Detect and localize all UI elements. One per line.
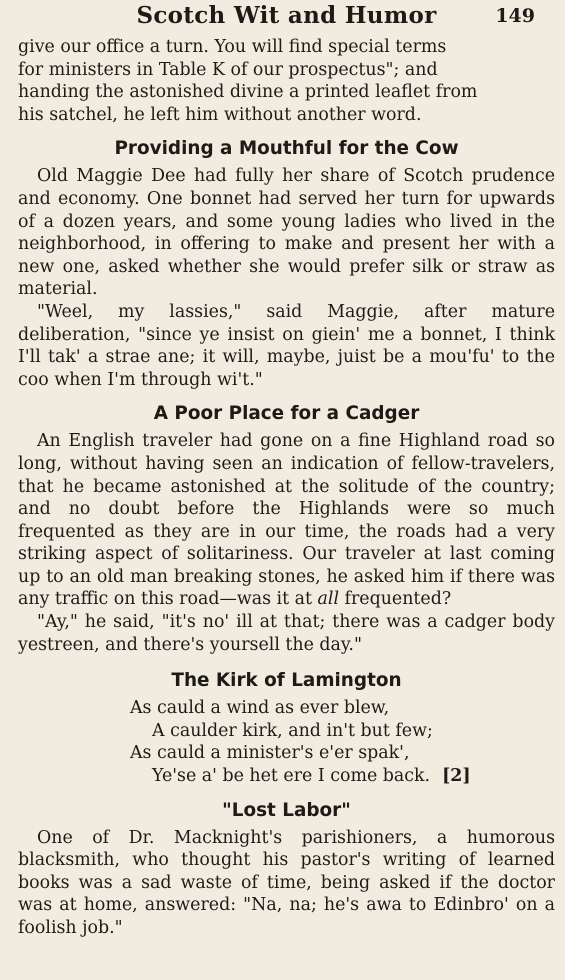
poem-line-3: As cauld a minister's e'er spak',: [130, 743, 410, 764]
running-title: Scotch Wit and Humor: [136, 2, 437, 29]
running-head: [18, 0, 555, 36]
intro-line-1: give our office a turn. You will find special terms: [18, 37, 447, 57]
kirk-poem: [130, 697, 555, 787]
story-cow-paragraph-2: "Weel, my lassies," said Maggie, after mature deliberation, "since ye insist on giein' me a bonnet, I think I'll tak' a strae ane; it will, maybe, juist be a mou'fu' to the coo when I'm through wi't.": [18, 301, 555, 390]
story-cadger-paragraph-1: [18, 430, 555, 611]
poem-line-4: [130, 765, 555, 788]
story-title-kirk: The Kirk of Lamington: [171, 670, 402, 692]
story-title-cow: Providing a Mouthful for the Cow: [114, 138, 459, 160]
page-number: 149: [495, 5, 535, 27]
story-cadger-paragraph-2: "Ay," he said, "it's no' ill at that; there was a cadger body yestreen, and there's yoursell the day.": [18, 612, 555, 655]
story-cadger-text-start: An English traveler had gone on a fine Highland road so long, without having seen an indication of fellow-travelers, that he became astonished at the solitude of the country; and no doubt before the Highlands were so much frequented as they are in our time, the roads had a very striking aspect of solitariness. Our traveler at last coming up to an old man breaking stones, he asked him if there was any traffic on this road—was it at: [18, 431, 555, 610]
poem-line-4-text: Ye'se a' be het ere I come back.: [152, 766, 431, 787]
poem-line-2: A caulder kirk, and in't but few;: [152, 720, 433, 741]
story-title-lost-labor: "Lost Labor": [222, 799, 351, 821]
intro-line-4: his satchel, he left him without another word.: [18, 104, 422, 125]
story-cow-paragraph-1: Old Maggie Dee had fully her share of Scotch prudence and economy. One bonnet had served her turn for upwards of a dozen years, and some young ladies who lived in the neighborhood, in offering to make and present her with a new one, asked whether she would prefer silk or straw as material.: [18, 166, 555, 300]
poem-line-1: As cauld a wind as ever blew,: [130, 698, 390, 719]
story-lost-labor-paragraph: One of Dr. Macknight's parishioners, a humorous blacksmith, who thought his pastor's writing of learned books was a sad waste of time, being asked if the doctor was at home, answered: "Na, na; he's awa to Edinbro' on a foolish job.": [18, 827, 555, 938]
intro-line-2: for ministers in Table K of our prospectus"; and: [18, 59, 438, 80]
story-cadger-italic-word: all: [317, 589, 340, 610]
intro-paragraph: [18, 36, 555, 126]
story-cadger-text-end: frequented?: [339, 589, 452, 610]
story-title-cadger: A Poor Place for a Cadger: [153, 403, 420, 425]
poem-reference-marker: [2]: [442, 766, 471, 787]
intro-line-3: handing the astonished divine a printed leaflet from: [18, 82, 478, 103]
